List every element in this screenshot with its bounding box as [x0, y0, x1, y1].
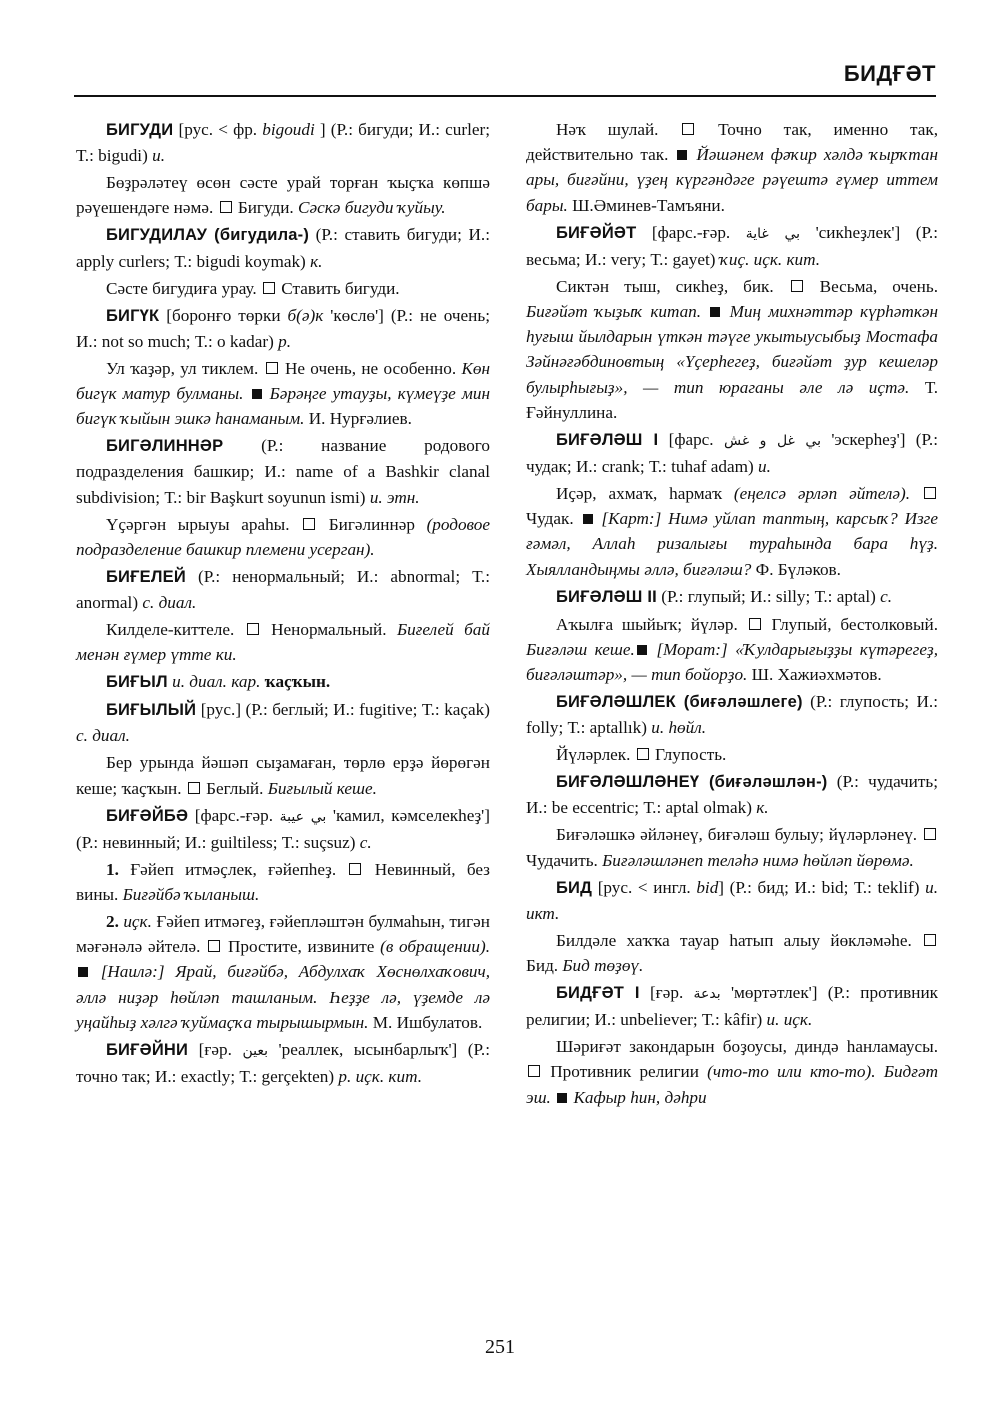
definition: Иҫәр, ахмаҡ, һармаҡ (еңелсә әрләп әйтелә). Чудак. [Карт:] Нимә уйлап таптың, карсыҡ? Изге ғәмәл, Аллаһ ризалығы тураһында бара һүҙ. Хыялландыңмы әллә, биғәләш? Ф. Бүләков.: [526, 484, 939, 579]
headword: БИД: [556, 878, 593, 897]
headword: БИҒӘЛӘШЛӘНЕҮ (биғәләшлән-): [556, 773, 828, 792]
entry-bigalashlaneu: БИҒӘЛӘШЛӘНЕҮ (биғәләшлән-) (Р.: чудачить; И.: be eccentric; Т.: aptal olmak) к.: [526, 772, 938, 818]
open-square-icon: [208, 940, 220, 952]
open-square-icon: [188, 782, 200, 794]
entry-bigaiba: БИҒӘЙБӘ [фарс.-ғәр. بي عيبة 'камил, кәмселекһеҙ'] (Р.: невинный; И.: guiltiless; Т.: suçsuz) с.: [76, 805, 490, 852]
open-square-icon: [924, 487, 936, 499]
open-square-icon: [266, 362, 278, 374]
entry-bid: БИД [рус. < ингл. bid] (Р.: бид; И.: bid; Т.: teklif) и. икт.: [526, 877, 939, 923]
headword: БИГӘЛИННӘР: [106, 437, 224, 456]
headword: БИГҮК: [106, 306, 160, 325]
entry-bigyly: БИҒЫЛЫЙ [рус.] (Р.: беглый; И.: fugitive; Т.: kaçak) с. диал.: [76, 700, 490, 746]
open-square-icon: [263, 282, 275, 294]
definition: Сиктән тыш, сикһеҙ, бик. Весьма, очень. Биғәйәт ҡыҙыҡ китап. Миң михнәттәр күрһәткән һуғыш йылдарын үткән тәүге укытыусыбыҙ Мостафа Зәйнәғәбдиновтың «Үҫерһегеҙ, биғәйәт ҙур кешеләр булырһығыҙ», — тип юраганы әле лә иҫтә. Т. Ғәйнуллина.: [526, 276, 939, 422]
entry-bigyl: БИҒЫЛ и. диал. кар. ҡаҫҡын.: [106, 672, 331, 692]
headword: БИҒӘЙБӘ: [106, 806, 189, 825]
definition: Йүләрлек. Глупость.: [556, 745, 727, 765]
headword: БИҒӘЛӘШ II: [556, 587, 657, 606]
definition: Үҫәргән ырыуы араһы. Бигәлиннәр (родовое подразделение башкир племени усерган).: [76, 514, 490, 559]
page-number: 251: [485, 1336, 515, 1358]
sense-2: 2. иҫк. Ғәйеп итмәгеҙ, ғәйепләштән булмаһын, тигән мәғәнәлә әйтелә. Простите, извините (в обращении). [Наилә:] Ярай, биғәйбә, Абдулхаҡ Хөснөлхаҡович, әллә ниҙәр һөйләп ташланым. Һеҙҙе лә, үҙемде лә уңайһыҙ хәлгә ҡуймаҫҡа тырышырмын. М. Ишбулатов.: [76, 912, 491, 1032]
running-header: [74, 55, 936, 97]
filled-square-icon: [677, 150, 687, 160]
entry-bigaini: БИҒӘЙНИ [ғәр. بعين 'реаллек, ысынбарлыҡ'] (Р.: точно так; И.: exactly; Т.: gerçekten) р. иҫк. кит.: [76, 1039, 490, 1087]
running-headword: БИДҒӘТ: [843, 61, 936, 86]
definition: Нәҡ шулай. Точно так, именно так, действительно так. Йәшәнем фәҡир хәлдә ҡырҡтан ары, биғәйни, үҙең күргәндәге рәүештә ғүмер иттем бары. Ш.Әминев-Тамъяни.: [526, 120, 938, 215]
headword: БИҒЫЛ: [106, 673, 168, 692]
open-square-icon: [682, 123, 694, 135]
entry-bigeley: БИҒЕЛЕЙ (Р.: ненормальный; И.: abnormal; Т.: anormal) с. диал.: [76, 566, 490, 613]
filled-square-icon: [252, 389, 262, 399]
open-square-icon: [924, 828, 936, 840]
entry-biqudi: БИГУДИ [рус. < фр. bigoudi ] (Р.: бигуди; И.: curler; Т.: bigudi) и.: [76, 120, 490, 166]
entry-bigalash-1: БИҒӘЛӘШ I [фарс. بي غل و غش 'эскерһеҙ'] (Р.: чудак; И.: crank; Т.: tuhaf adam) и.: [526, 429, 938, 477]
entry-bigalash-2: БИҒӘЛӘШ II (Р.: глупый; И.: silly; Т.: aptal) с.: [556, 586, 893, 606]
headword: БИГУДИ: [106, 121, 174, 139]
headword: БИҒЫЛЫЙ: [106, 701, 197, 720]
open-square-icon: [749, 618, 761, 630]
entry-biguk: БИГҮК [боронғо төрки б(ә)к 'көслө'] (Р.: не очень; И.: not so much; Т.: o kadar) р.: [76, 305, 490, 351]
open-square-icon: [349, 863, 361, 875]
definition: Биғәләшкә әйләнеү, биғәләш булыу; йүләрләнеү. Чудачить. Биғәләшләнеп теләһә нимә һөйләп йөрөмә.: [526, 822, 938, 872]
definition: Билдәле хаҡҡа тауар һатып алыу йөкләмәһе. Бид. Бид төҙөү.: [526, 928, 938, 978]
headword: БИҒӘЛӘШ I: [556, 430, 659, 449]
left-column: [76, 117, 490, 1091]
headword: БИДҒӘТ I: [556, 984, 640, 1003]
entry-biqudilau: БИГУДИЛАУ (бигудила-) (Р.: ставить бигуди; И.: apply curlers; Т.: bigudi koymak) к.: [76, 225, 490, 271]
open-square-icon: [303, 518, 315, 530]
entry-bigayat: БИҒӘЙӘТ [фарс.-ғәр. بي غاية 'сикһеҙлек'] (Р.: весьма; И.: very; Т.: gayet) ҡиҫ. иҫк. кит.: [526, 222, 938, 269]
right-column: [526, 117, 938, 1112]
definition: Килделе-киттеле. Ненормальный. Биғелей бай менән ғүмер үтте ки.: [76, 620, 490, 665]
definition: Бер урында йәшәп сыҙамаған, төрлө ерҙә йөрөгән кеше; ҡаҫҡын. Беглый. Биғылый кеше.: [76, 753, 490, 798]
open-square-icon: [637, 748, 649, 760]
open-square-icon: [220, 201, 232, 213]
headword: БИҒӘЛӘШЛЕК (биғәләшлеге): [556, 693, 803, 712]
filled-square-icon: [637, 645, 647, 655]
definition: Сәсте бигудиға урау. Ставить бигуди.: [106, 278, 400, 298]
entry-bigalashlek: БИҒӘЛӘШЛЕК (биғәләшлеге) (Р.: глупость; И.: folly; Т.: aptallık) и. һөйл.: [526, 692, 938, 738]
entry-bidgat-1: БИДҒӘТ I [ғәр. بدعة 'мөртәтлек'] (Р.: противник религии; И.: unbeliever; Т.: kâfir) и. иҫк.: [526, 983, 939, 1030]
headword: БИГУДИЛАУ (бигудила-): [106, 226, 310, 245]
headword: БИҒӘЙНИ: [106, 1040, 189, 1059]
open-square-icon: [924, 934, 936, 946]
definition: Бөҙрәләтеү өсөн сәсте урай торған ҡыҫҡа көпшә рәүешендәге нәмә. Бигуди. Сәскә бигуди ҡуйыу.: [76, 173, 490, 218]
open-square-icon: [528, 1065, 540, 1077]
filled-square-icon: [557, 1093, 567, 1103]
headword: БИҒӘЙӘТ: [556, 223, 637, 242]
definition: Шәриғәт закондарын боҙоусы, диндә һанламаусы. Противник религии (что-то или кто-то). Бидғәт эш. Кафыр һин, дәһри: [526, 1037, 938, 1107]
open-square-icon: [247, 623, 259, 635]
filled-square-icon: [583, 514, 593, 524]
open-square-icon: [791, 280, 803, 292]
sense-1: 1. Ғәйеп итмәҫлек, ғәйепһеҙ. Невинный, без вины. Биғәйбә ҡыланыш.: [76, 859, 490, 905]
definition: Ул ҡаҙәр, ул тиклем. Не очень, не особенно. Көн бигүк матур булманы. Бәрәңге утауҙы, күмеүҙе мин бигүк ҡыйын эшкә һанаманым. И. Нурғәлиев.: [76, 358, 490, 429]
filled-square-icon: [78, 967, 88, 977]
definition: Аҡылға шыйыҡ; йүләр. Глупый, бестолковый. Биғәләш кеше. [Морат:] «Ҡулдарығыҙҙы күтәрегеҙ, биғәләштәр», — тип бойорҙо. Ш. Хажиәхмәтов.: [526, 614, 938, 685]
filled-square-icon: [710, 307, 720, 317]
headword: БИҒЕЛЕЙ: [106, 567, 186, 586]
entry-bigalinnar: БИГӘЛИННӘР (Р.: название родового подразделения башкир; И.: name of a Bashkir clanal subdivision; Т.: bir Başkurt soyunun ismi) и. этн.: [76, 436, 490, 507]
